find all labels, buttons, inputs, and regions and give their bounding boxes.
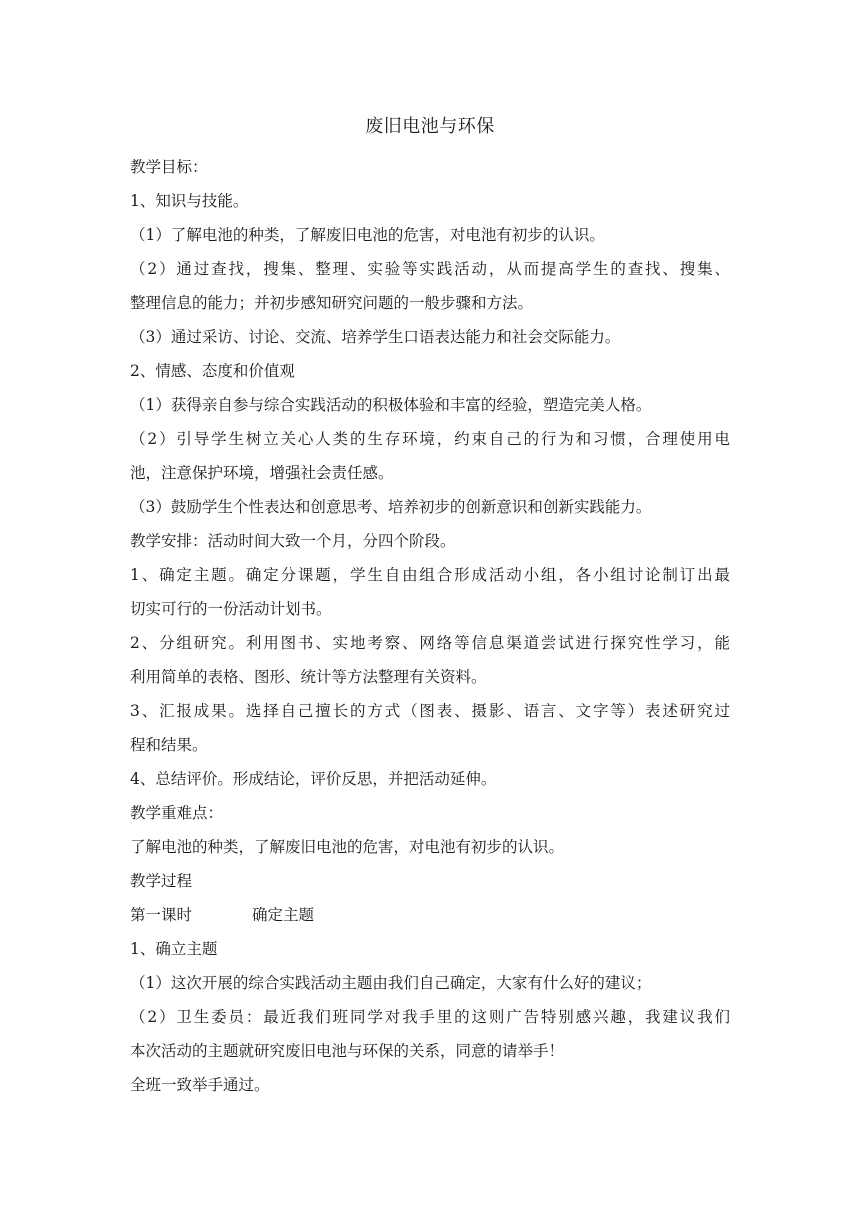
objective-item-continued: 池，注意保护环境，增强社会责任感。 [130, 464, 394, 482]
arrangement-item: 2、分组研究。利用图书、实地考察、网络等信息渠道尝试进行探究性学习，能 [130, 634, 730, 652]
heading-teaching-objectives: 教学目标： [130, 158, 208, 176]
document-body [130, 150, 730, 1102]
process-item: （1）这次开展的综合实践活动主题由我们自己确定，大家有什么好的建议； [130, 974, 652, 992]
lesson-topic: 确定主题 [252, 906, 315, 924]
arrangement-item-continued: 利用简单的表格、图形、统计等方法整理有关资料。 [130, 668, 487, 686]
objective-item: （1）获得亲自参与综合实践活动的积极体验和丰富的经验，塑造完美人格。 [130, 396, 652, 414]
objective-item: （2）通过查找，搜集、整理、实验等实践活动，从而提高学生的查找、搜集、 [130, 260, 730, 278]
objective-emotion-attitude: 2、情感、态度和价值观 [130, 362, 295, 380]
lesson-heading [130, 898, 730, 932]
arrangement-item: 4、总结评价。形成结论，评价反思，并把活动延伸。 [130, 770, 497, 788]
heading-teaching-arrangement: 教学安排：活动时间大致一个月，分四个阶段。 [130, 532, 456, 550]
process-item: （2）卫生委员：最近我们班同学对我手里的这则广告特别感兴趣，我建议我们 [130, 1008, 730, 1026]
process-item-continued: 本次活动的主题就研究废旧电池与环保的关系，同意的请举手！ [130, 1042, 565, 1060]
objective-item: （1）了解电池的种类，了解废旧电池的危害，对电池有初步的认识。 [130, 226, 605, 244]
arrangement-item-continued: 切实可行的一份活动计划书。 [130, 600, 332, 618]
key-difficulties-text: 了解电池的种类，了解废旧电池的危害，对电池有初步的认识。 [130, 838, 565, 856]
objective-item: （3）鼓励学生个性表达和创意思考、培养初步的创新意识和创新实践能力。 [130, 498, 652, 516]
objective-item: （2）引导学生树立关心人类的生存环境，约束自己的行为和习惯，合理使用电 [130, 430, 730, 448]
process-step: 1、确立主题 [130, 940, 218, 958]
heading-teaching-process: 教学过程 [130, 872, 193, 890]
lesson-number: 第一课时 [130, 906, 193, 924]
objective-item-continued: 整理信息的能力；并初步感知研究问题的一般步骤和方法。 [130, 294, 534, 312]
arrangement-item: 3、汇报成果。选择自己擅长的方式（图表、摄影、语言、文字等）表述研究过 [130, 702, 730, 720]
heading-key-difficulties: 教学重难点： [130, 804, 224, 822]
arrangement-item: 1、确定主题。确定分课题，学生自由组合形成活动小组，各小组讨论制订出最 [130, 566, 730, 584]
objective-item: （3）通过采访、讨论、交流、培养学生口语表达能力和社会交际能力。 [130, 328, 621, 346]
objective-knowledge-skills: 1、知识与技能。 [130, 192, 249, 210]
arrangement-item-continued: 程和结果。 [130, 736, 208, 754]
process-conclusion: 全班一致举手通过。 [130, 1076, 270, 1094]
document-title: 废旧电池与环保 [365, 116, 495, 137]
